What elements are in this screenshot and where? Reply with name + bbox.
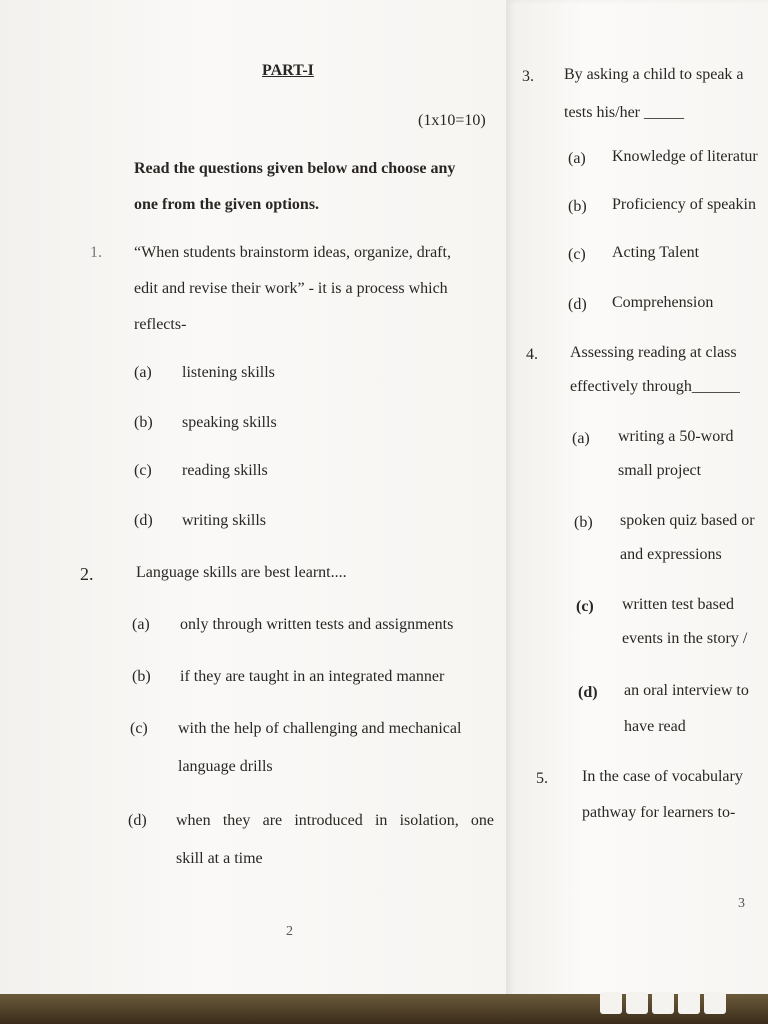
option-label: (a) <box>568 150 586 167</box>
part-heading: PART-I <box>262 62 314 79</box>
option-text: with the help of challenging and mechanical <box>178 720 462 737</box>
option-text: listening skills <box>182 364 275 381</box>
question-number: 4. <box>526 346 538 363</box>
option-label: (c) <box>576 598 594 615</box>
option-label: (b) <box>134 414 153 431</box>
keyboard-edge-photo <box>600 992 730 1019</box>
option-text: only through written tests and assignments <box>180 616 454 633</box>
question-number: 5. <box>536 770 548 787</box>
option-text: Acting Talent <box>612 244 700 261</box>
option-label: (c) <box>130 720 148 737</box>
question-text: In the case of vocabulary <box>582 768 743 785</box>
option-text: Comprehension <box>612 294 714 311</box>
option-text: events in the story / <box>622 630 748 647</box>
option-label: (c) <box>568 246 586 263</box>
question-number: 2. <box>80 564 94 584</box>
option-label: (d) <box>134 512 153 529</box>
marks-label: (1x10=10) <box>418 112 486 129</box>
option-text: skill at a time <box>176 850 263 867</box>
question-text: tests his/her _____ <box>564 104 684 121</box>
question-text: edit and revise their work” - it is a process which <box>134 280 448 297</box>
option-label: (a) <box>132 616 150 633</box>
option-text: writing skills <box>182 512 267 529</box>
option-text: Proficiency of speakin <box>612 196 756 213</box>
option-label: (b) <box>574 514 593 531</box>
option-text: when they are introduced in isolation, one <box>176 812 494 829</box>
option-text: have read <box>624 718 686 735</box>
option-label: (a) <box>572 430 590 447</box>
question-text: Assessing reading at class <box>570 344 737 361</box>
option-text: spoken quiz based or <box>620 512 755 529</box>
question-text: Language skills are best learnt.... <box>136 564 347 581</box>
option-label: (d) <box>578 684 598 701</box>
question-text: effectively through______ <box>570 378 740 395</box>
option-label: (d) <box>128 812 147 829</box>
option-text: written test based <box>622 596 734 613</box>
page-number: 3 <box>738 896 745 911</box>
option-text: speaking skills <box>182 414 277 431</box>
question-text: reflects- <box>134 316 187 333</box>
right-page <box>506 0 768 1000</box>
option-label: (b) <box>132 668 151 685</box>
question-text: “When students brainstorm ideas, organize, draft, <box>134 244 451 261</box>
question-number: 1. <box>90 244 102 261</box>
option-text: an oral interview to <box>624 682 749 699</box>
question-text: By asking a child to speak a <box>564 66 744 83</box>
page-number: 2 <box>286 924 293 939</box>
option-text: writing a 50-word <box>618 428 734 445</box>
instructions-line-1: Read the questions given below and choose any <box>134 160 456 177</box>
question-number: 3. <box>522 68 534 85</box>
option-text: small project <box>618 462 702 479</box>
option-label: (a) <box>134 364 152 381</box>
option-text: if they are taught in an integrated manner <box>180 668 445 685</box>
instructions-line-2: one from the given options. <box>134 196 320 213</box>
option-label: (b) <box>568 198 587 215</box>
option-text: Knowledge of literatur <box>612 148 758 165</box>
question-text: pathway for learners to- <box>582 804 736 821</box>
option-text: reading skills <box>182 462 268 479</box>
option-label: (d) <box>568 296 587 313</box>
option-text: and expressions <box>620 546 722 563</box>
option-text: language drills <box>178 758 273 775</box>
option-label: (c) <box>134 462 152 479</box>
